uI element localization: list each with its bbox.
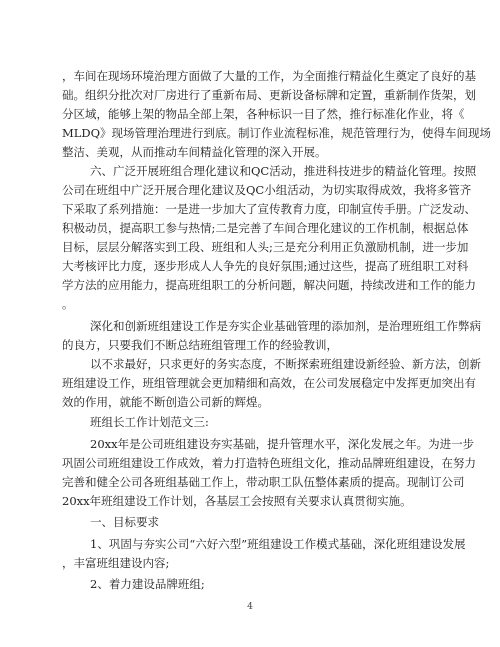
paragraph-line: 20xx年班组建设工作计划，各基层工会按照有关要求认真贯彻实施。: [62, 494, 412, 508]
target-heading: 一、目标要求: [90, 515, 159, 529]
paragraph-line: 完善和健全公司各班组基础工作上，带动职工队伍整体素质的提高。现制订公司: [62, 475, 465, 489]
paragraph-line: 目标，层层分解落实到工段、班组和人头;三是充分利用正负激励机制，进一步加: [62, 240, 469, 254]
paragraph-line: MLDQ》现场管理治理进行到底。制订作业流程标准，规范管理行为，使得车间现场: [62, 126, 492, 140]
paragraph-line: 巩固公司班组建设工作成效，着力打造特色班组文化，推动品牌班组建设，在努力: [62, 456, 476, 470]
list-item: 2、着力建设品牌班组;: [90, 577, 205, 591]
paragraph-line: ，车间在现场环境治理方面做了大量的工作，为全面推行精益化生奠定了良好的基: [62, 69, 476, 83]
list-item: 1、巩固与夯实公司“六好六型”班组建设工作模式基础，深化班组建设发展: [90, 537, 466, 551]
list-item-continuation: ，丰富班组建设内容;: [62, 556, 170, 570]
paragraph-line: 20xx年是公司班组建设夯实基础，提升管理水平，深化发展之年。为进一步: [90, 437, 475, 451]
paragraph-line: 础。组织分批次对厂房进行了重新布局、更新设备标牌和定置，重新制作货架，划: [62, 88, 476, 102]
paragraph-line: 下采取了系列措施：一是进一步加大了宣传教育力度，印制宣传手册。广泛发动、: [62, 202, 476, 216]
paragraph-line: 大考核评比力度，逐步形成人人争先的良好氛围;通过这些，提高了班组职工对科: [62, 259, 469, 273]
paragraph-line: 深化和创新班组建设工作是夯实企业基础管理的添加剂，是治理班组工作弊病: [90, 319, 481, 333]
paragraph-line: 。: [62, 297, 74, 311]
paragraph-line: 整洁、美观，从而推动车间精益化管理的深入开展。: [62, 145, 327, 159]
paragraph-line: 公司在班组中广泛开展合理化建议及QC小组活动，为切实取得成效，我将多管齐: [62, 183, 472, 197]
paragraph-line: 分区域，能够上架的物品全部上架，各种标识一目了然，推行标准化作业，将《: [62, 107, 465, 121]
page-number: 4: [247, 602, 253, 612]
paragraph-line: 六、广泛开展班组合理化建议和QC活动，推进科技进步的精益化管理。按照: [90, 164, 477, 178]
paragraph-line: 学方法的应用能力，提高班组职工的分析问题，解决问题，持续改进和工作的能力: [62, 278, 476, 292]
paragraph-line: 班组建设工作，班组管理就会更加精细和高效，在公司发展稳定中发挥更加突出有: [62, 376, 476, 390]
paragraph-line: 的良方，只要我们不断总结班组管理工作的经验教训，: [62, 338, 338, 352]
section-heading: 班组长工作计划范文三:: [90, 415, 209, 429]
paragraph-line: 积极动员，提高职工参与热情;二是完善了车间合理化建议的工作机制，根据总体: [62, 221, 469, 235]
paragraph-line: 以不求最好，只求更好的务实态度，不断探索班组建设新经验、新方法，创新: [90, 357, 481, 371]
paragraph-line: 效的作用，就能不断创造公司新的辉煌。: [62, 395, 269, 409]
